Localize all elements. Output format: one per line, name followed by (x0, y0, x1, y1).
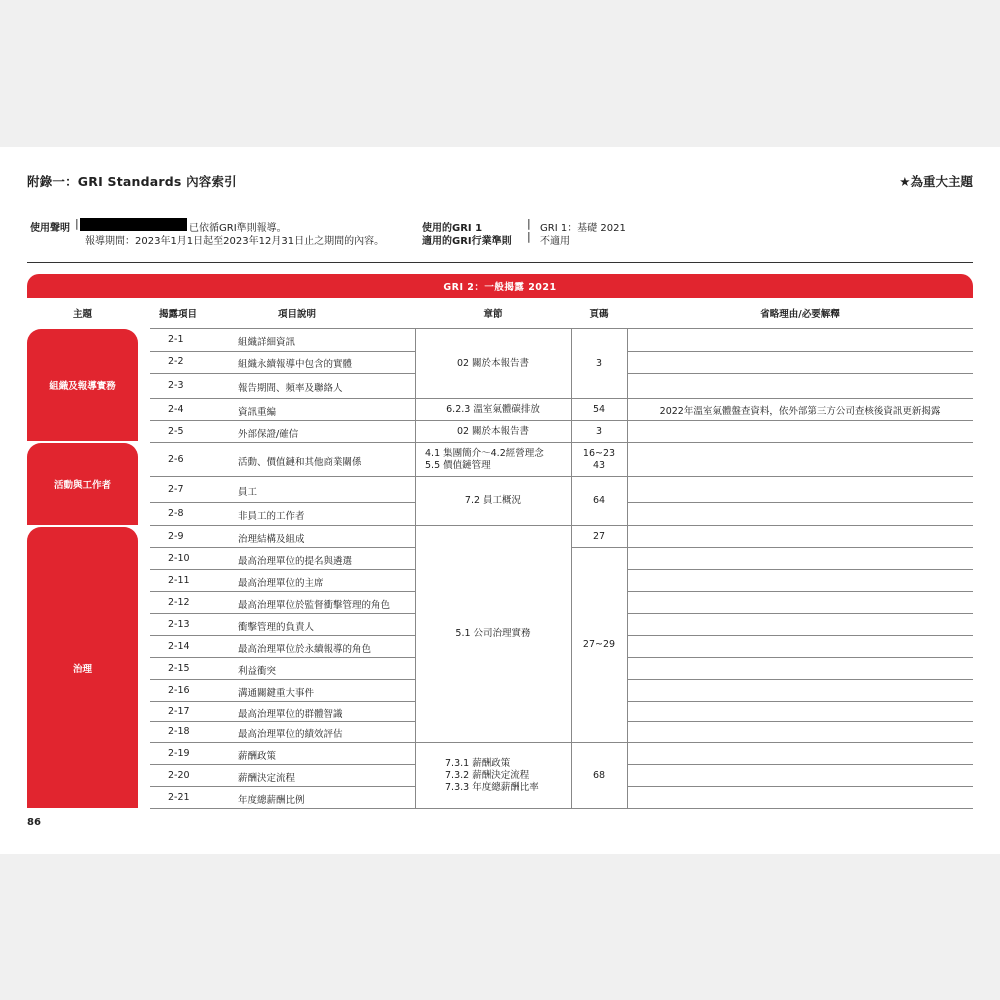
category-activities-workers: 活動與工作者 (27, 443, 138, 525)
page-cell: 16~23 43 (582, 447, 616, 471)
row-divider (150, 613, 415, 614)
disclosure-description: 治理結構及組成 (238, 533, 305, 545)
disclosure-description: 衝擊管理的負責人 (238, 621, 315, 633)
page-cell: 68 (592, 769, 606, 781)
disclosure-description: 薪酬決定流程 (238, 772, 296, 784)
sector-standard-label: 適用的GRI行業準則 (422, 236, 512, 247)
row-divider (627, 786, 973, 787)
disclosure-description: 最高治理單位的提名與遴選 (238, 555, 353, 567)
row-divider (150, 786, 415, 787)
disclosure-description: 組織永續報導中包含的實體 (238, 359, 353, 370)
row-divider (571, 547, 973, 548)
row-divider (150, 442, 973, 443)
col-header-page: 頁碼 (589, 309, 609, 320)
page-cell: 54 (592, 403, 606, 415)
col-header-topic: 主題 (72, 309, 92, 320)
disclosure-number: 2-3 (168, 379, 184, 391)
chapter-cell: 4.1 集團簡介～4.2經營理念 5.5 價值鏈管理 (425, 447, 544, 471)
col-header-desc: 項目說明 (278, 309, 317, 320)
row-divider (150, 420, 973, 421)
disclosure-description: 最高治理單位的主席 (238, 577, 324, 589)
row-divider (150, 476, 973, 477)
disclosure-number: 2-13 (168, 618, 190, 630)
disclosure-number: 2-19 (168, 747, 190, 759)
disclosure-description: 外部保證/確信 (238, 428, 299, 440)
disclosure-number: 2-17 (168, 705, 190, 717)
col-header-reason: 省略理由/必要解釋 (760, 309, 840, 320)
gri1-label: 使用的GRI 1 (422, 223, 483, 234)
disclosure-number: 2-7 (168, 483, 184, 495)
disclosure-description: 薪酬政策 (238, 750, 277, 762)
chapter-cell: 5.1 公司治理實務 (455, 628, 531, 639)
disclosure-number: 2-4 (168, 403, 184, 415)
disclosure-number: 2-1 (168, 334, 184, 345)
row-divider (627, 351, 973, 352)
row-divider (150, 502, 415, 503)
page-cell: 3 (595, 425, 603, 437)
row-divider (150, 742, 973, 743)
separator: | (527, 217, 531, 230)
category-org-reporting: 組織及報導實務 (27, 329, 138, 441)
disclosure-description: 最高治理單位於監督衝擊管理的角色 (238, 599, 391, 611)
row-divider (150, 591, 415, 592)
category-governance: 治理 (27, 527, 138, 808)
disclosure-number: 2-6 (168, 453, 184, 465)
disclosure-number: 2-18 (168, 725, 190, 737)
separator: | (75, 217, 79, 230)
disclosure-number: 2-20 (168, 769, 190, 781)
usage-statement-text: 已依循GRI準則報導。 (189, 223, 287, 234)
page-cell: 27 (592, 530, 606, 542)
row-divider (627, 721, 973, 722)
row-divider (627, 502, 973, 503)
disclosure-description: 溝通關鍵重大事件 (238, 687, 315, 699)
row-divider (627, 657, 973, 658)
disclosure-number: 2-21 (168, 791, 190, 803)
row-divider (627, 613, 973, 614)
row-divider (150, 398, 973, 399)
disclosure-number: 2-15 (168, 662, 190, 674)
row-divider (150, 679, 415, 680)
disclosure-number: 2-14 (168, 640, 190, 652)
row-divider (150, 764, 415, 765)
disclosure-description: 年度總薪酬比例 (238, 794, 305, 806)
disclosure-description: 最高治理單位的績效評估 (238, 728, 343, 740)
col-header-chapter: 章節 (483, 309, 503, 320)
disclosure-description: 活動、價值鏈和其他商業關係 (238, 456, 362, 468)
separator: | (527, 230, 531, 243)
row-divider (150, 701, 415, 702)
disclosure-number: 2-8 (168, 508, 184, 519)
row-divider (627, 373, 973, 374)
chapter-cell: 7.3.1 薪酬政策 7.3.2 薪酬決定流程 7.3.3 年度總薪酬比率 (445, 757, 539, 793)
disclosure-description: 組織詳細資訊 (238, 337, 296, 348)
row-divider (150, 373, 415, 374)
disclosure-description: 報告期間、頻率及聯絡人 (238, 382, 343, 394)
row-divider (150, 657, 415, 658)
page-cell: 3 (595, 357, 603, 369)
disclosure-description: 非員工的工作者 (238, 511, 305, 522)
page-cell: 64 (592, 495, 606, 506)
disclosure-number: 2-16 (168, 684, 190, 696)
disclosure-description: 員工 (238, 486, 258, 498)
row-divider (627, 701, 973, 702)
sector-standard-value: 不適用 (540, 236, 570, 247)
chapter-cell: 6.2.3 溫室氣體碳排放 (446, 403, 540, 415)
chapter-cell: 7.2 員工概況 (464, 495, 522, 506)
disclosure-description: 最高治理單位於永續報導的角色 (238, 643, 372, 655)
gri1-value: GRI 1：基礎 2021 (540, 223, 626, 234)
disclosure-number: 2-5 (168, 425, 184, 437)
disclosure-description: 最高治理單位的群體智識 (238, 708, 343, 720)
chapter-cell: 02 關於本報告書 (456, 357, 530, 369)
redacted-company-name (80, 218, 187, 231)
row-divider (627, 764, 973, 765)
row-divider (627, 679, 973, 680)
row-divider (627, 635, 973, 636)
usage-statement-label: 使用聲明 (30, 223, 70, 234)
disclosure-number: 2-2 (168, 356, 184, 367)
section-banner: GRI 2：一般揭露 2021 (27, 274, 973, 298)
row-divider (150, 635, 415, 636)
page-cell: 27~29 (582, 639, 616, 650)
row-divider (150, 525, 973, 526)
disclosure-number: 2-12 (168, 596, 190, 608)
disclosure-number: 2-9 (168, 530, 184, 542)
row-divider (150, 547, 415, 548)
reporting-period-text: 報導期間：2023年1月1日起至2023年12月31日止之期間的內容。 (85, 236, 385, 247)
divider (27, 262, 973, 263)
row-divider (627, 569, 973, 570)
row-divider (150, 351, 415, 352)
row-divider (627, 591, 973, 592)
row-divider (150, 808, 973, 809)
document-page (0, 147, 1000, 854)
disclosure-number: 2-11 (168, 574, 190, 586)
disclosure-number: 2-10 (168, 552, 190, 564)
col-header-item: 揭露項目 (158, 309, 197, 320)
disclosure-description: 資訊重編 (238, 406, 277, 418)
omission-reason-2-4: 2022年溫室氣體盤查資料，依外部第三方公司查核後資訊更新揭露 (659, 405, 941, 417)
material-topic-note: ★為重大主題 (899, 174, 973, 189)
chapter-cell: 02 關於本報告書 (456, 425, 530, 437)
row-divider (150, 721, 415, 722)
disclosure-description: 利益衝突 (238, 665, 277, 677)
page-number: 86 (27, 817, 41, 828)
row-divider (150, 569, 415, 570)
page-title: 附錄一：GRI Standards 內容索引 (27, 174, 237, 189)
